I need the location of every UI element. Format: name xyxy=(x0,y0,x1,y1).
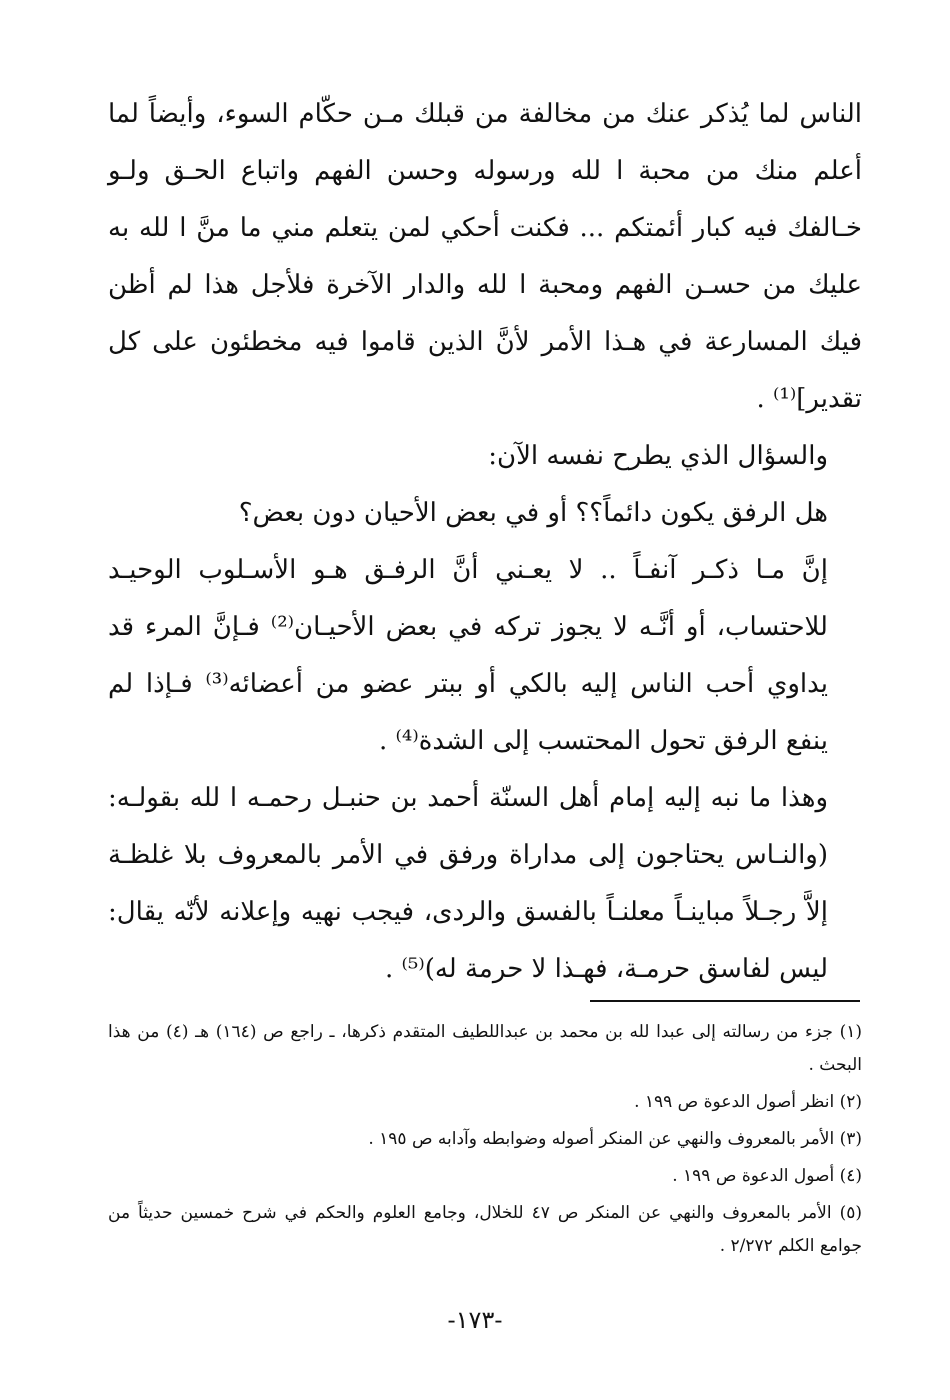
footnotes xyxy=(108,1016,862,1267)
paragraph-quote-continuation: الناس لما يُذكر عنك من مخالفة من قبلك مـن حكّام السوء، وأيضاً لما أعلم منك من محبة ا لله ورسوله وحسن الفهم واتباع الحـق ولـو خـالفك فيه كبار أئمتكم ... فكنت أحكي لمن يتعلم مني ما منَّ ا لله به عليك من حسـن الفهم ومحبة ا لله والدار الآخرة فلأجل هذا لم أظن فيك المسارعة في هـذا الأمر لأنَّ الذين قاموا فيه مخطئون على كل تقدير]⁽¹⁾ . xyxy=(108,99,862,414)
paragraph-question-intro: والسؤال الذي يطرح نفسه الآن: xyxy=(488,441,828,471)
paragraph-answer: إنَّ مـا ذكـر آنفـاً .. لا يعـني أنَّ الرفـق هـو الأسـلوب الوحيـد للاحتساب، أو أنَّـه لا يجوز تركه في بعض الأحيـان⁽²⁾ فـإنَّ المرء قد يداوي أحب الناس إليه بالكي أو ببتر عضو من أعضائه⁽³⁾ فـإذا لم ينفع الرفق تحول المحتسب إلى الشدة⁽⁴⁾ . xyxy=(108,555,828,756)
paragraph-question: هل الرفق يكون دائماً؟؟ أو في بعض الأحيان دون بعض؟ xyxy=(238,498,828,528)
page-number: -١٧٣- xyxy=(447,1306,503,1334)
footnote-5: (٥) الأمر بالمعروف والنهي عن المنكر ص ٤٧ للخلال، وجامع العلوم والحكم في شرح خمسين حديثاً من جوامع الكلم ٢/٢٧٢ . xyxy=(108,1203,862,1256)
footnote-3: (٣) الأمر بالمعروف والنهي عن المنكر أصوله وضوابطه وآدابه ص ١٩٥ . xyxy=(368,1129,862,1149)
footnote-4: (٤) أصول الدعوة ص ١٩٩ . xyxy=(672,1166,862,1186)
paragraph-ahmad-quote: وهذا ما نبه إليه إمام أهل السنّة أحمد بن حنبـل رحمـه ا لله بقولـه: (والنـاس يحتاجون إلى مداراة ورفق في الأمر بالمعروف بلا غلظـة إلاَّ رجـلاً مباينـاً معلنـاً بالفسق والردى، فيجب نهيه وإعلانه لأنّه يقال: ليس لفاسق حرمـة، فهـذا لا حرمة له)⁽⁵⁾ . xyxy=(108,783,828,984)
footnote-separator xyxy=(590,1000,860,1002)
footnote-1: (١) جزء من رسالته إلى عبدا لله بن محمد بن عبداللطيف المتقدم ذكرها، ـ راجع ص (١٦٤) هـ (٤) من هذا البحث . xyxy=(108,1022,862,1075)
footnote-2: (٢) انظر أصول الدعوة ص ١٩٩ . xyxy=(634,1092,862,1112)
main-text xyxy=(108,86,862,998)
